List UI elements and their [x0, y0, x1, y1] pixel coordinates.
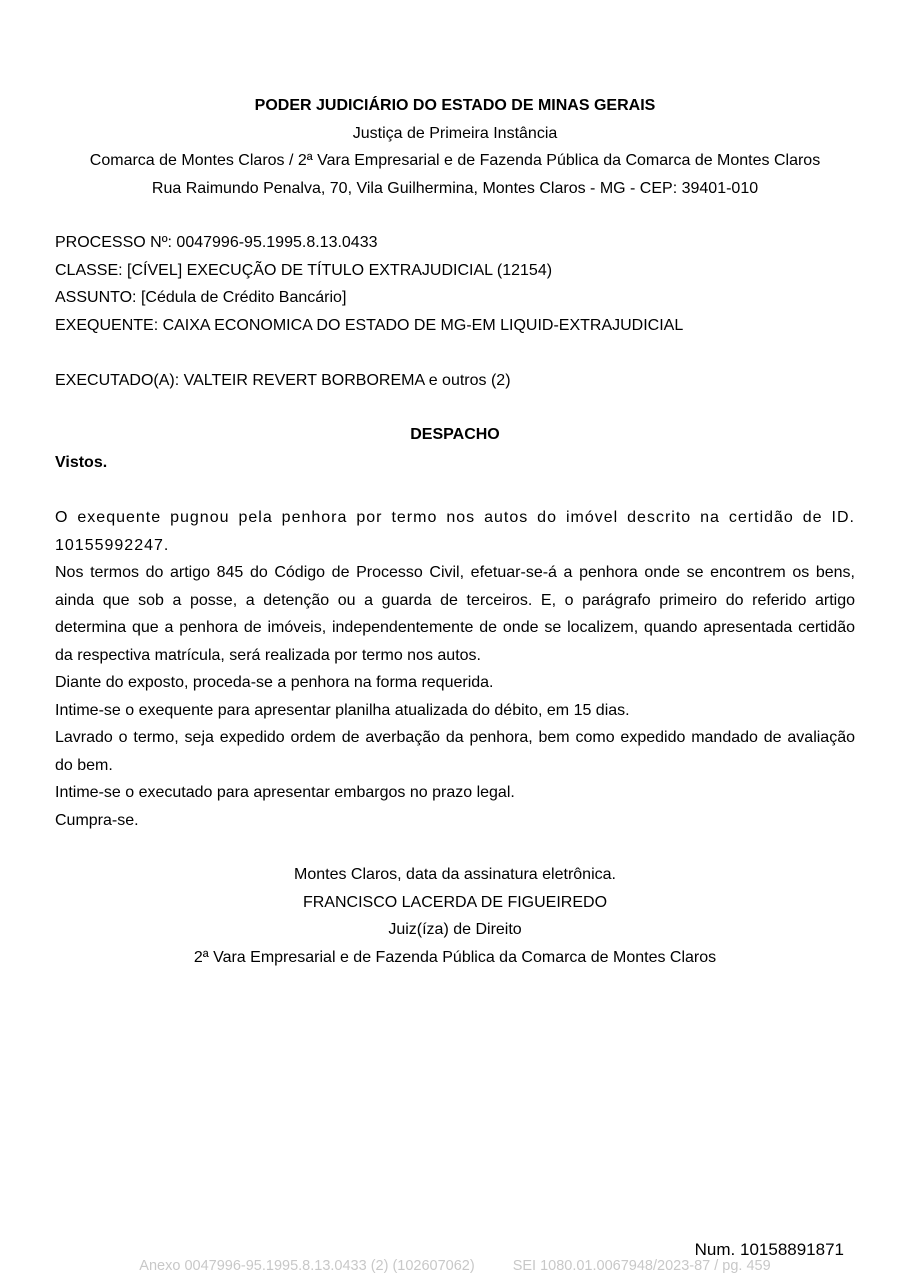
footer-annex: Anexo 0047996-95.1995.8.13.0433 (2) (102607062): [139, 1258, 475, 1274]
court-instance: Justiça de Primeira Instância: [352, 124, 558, 142]
body-paragraph: Lavrado o termo, seja expedido ordem de averbação da penhora, bem como expedido mandado de avaliação do bem.: [55, 729, 855, 774]
case-plaintiff: EXEQUENTE: CAIXA ECONOMICA DO ESTADO DE MG-EM LIQUID-EXTRAJUDICIAL: [55, 316, 684, 334]
body-paragraph: Diante do exposto, proceda-se a penhora na forma requerida.: [55, 674, 494, 691]
body-paragraph: O exequente pugnou pela penhora por termo nos autos do imóvel descrito na certidão de ID. 10155992247.: [55, 509, 855, 554]
court-title: PODER JUDICIÁRIO DO ESTADO DE MINAS GERAIS: [254, 97, 656, 114]
body-paragraph: Intime-se o exequente para apresentar planilha atualizada do débito, em 15 dias.: [55, 701, 630, 719]
despacho-greeting: Vistos.: [55, 454, 108, 471]
spacer: [55, 339, 855, 367]
body-paragraph: Intime-se o executado para apresentar embargos no prazo legal.: [55, 784, 515, 801]
case-metadata: [55, 229, 855, 394]
judge-role: Juiz(íza) de Direito: [388, 921, 522, 938]
document-header: [0, 92, 910, 202]
despacho-body: [55, 504, 855, 834]
signature-block: [0, 861, 910, 971]
despacho-title: DESPACHO: [410, 426, 500, 443]
case-subject: ASSUNTO: [Cédula de Crédito Bancário]: [55, 289, 347, 306]
case-defendant: EXECUTADO(A): VALTEIR REVERT BORBOREMA e outros (2): [55, 371, 511, 389]
court-address: Rua Raimundo Penalva, 70, Vila Guilhermina, Montes Claros - MG - CEP: 39401-010: [151, 179, 759, 197]
judge-name: FRANCISCO LACERDA DE FIGUEIREDO: [302, 893, 608, 911]
page-footer: [0, 1256, 910, 1276]
footer-sei: SEI 1080.01.0067948/2023-87 / pg. 459: [512, 1258, 771, 1274]
document-number: Num. 10158891871: [694, 1240, 844, 1259]
body-paragraph: Nos termos do artigo 845 do Código de Processo Civil, efetuar-se-á a penhora onde se encontrem os bens, ainda que sob a posse, a detenção ou a guarda de terceiros. E, o parágrafo primeiro do referido artigo determina que a penhora de imóveis, independentemente de onde se localizem, quando apresentada certidão da respectiva matrícula, será realizada por termo nos autos.: [55, 564, 855, 664]
case-number: PROCESSO Nº: 0047996-95.1995.8.13.0433: [55, 234, 378, 251]
signature-place-date: Montes Claros, data da assinatura eletrônica.: [294, 866, 616, 883]
court-name: Comarca de Montes Claros / 2ª Vara Empresarial e de Fazenda Pública da Comarca de Montes Claros: [89, 152, 821, 169]
body-paragraph: Cumpra-se.: [55, 811, 139, 829]
case-class: CLASSE: [CÍVEL] EXECUÇÃO DE TÍTULO EXTRAJUDICIAL (12154): [55, 261, 553, 279]
signature-court: 2ª Vara Empresarial e de Fazenda Pública da Comarca de Montes Claros: [193, 948, 717, 966]
